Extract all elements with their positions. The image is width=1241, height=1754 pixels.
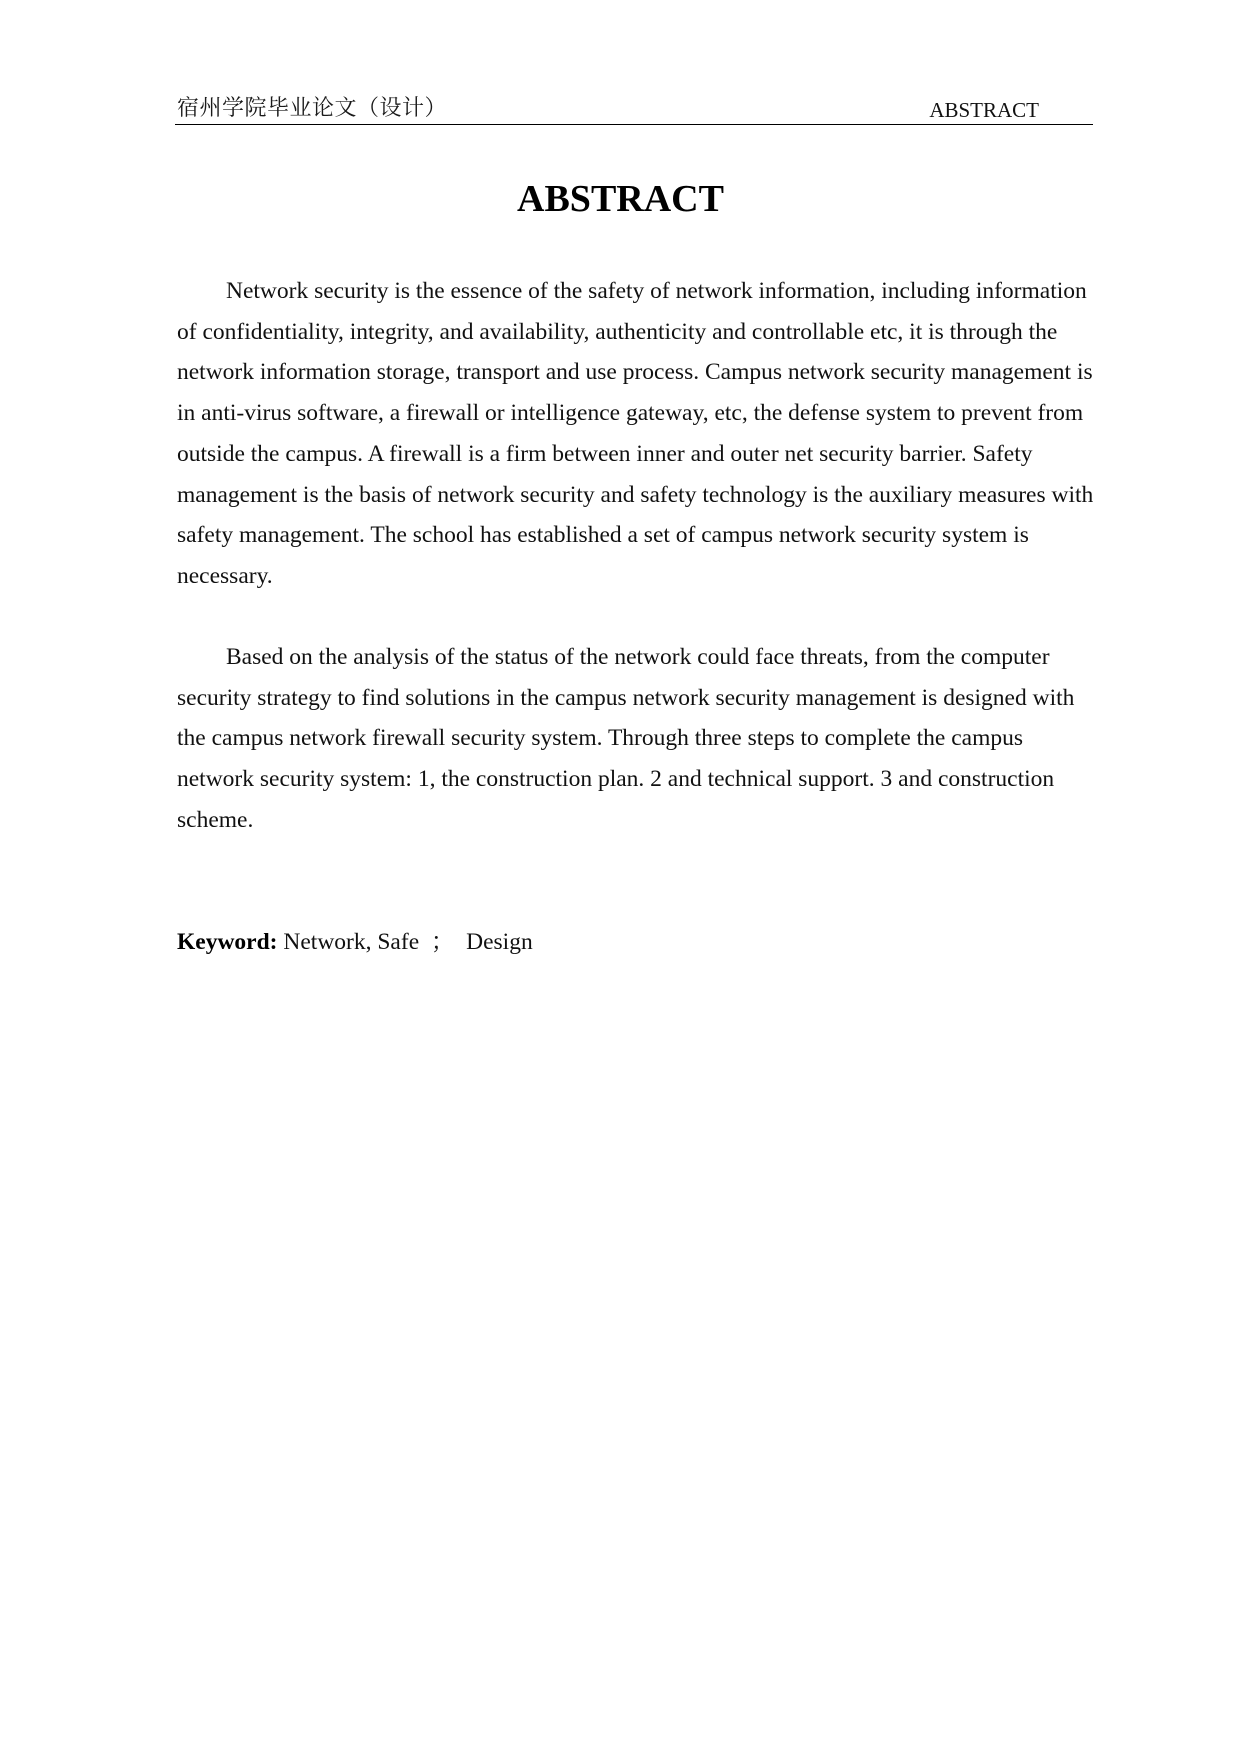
abstract-paragraph-1: Network security is the essence of the safety of network information, including information of confidentiality, integrity, and availability, authenticity and controllable etc, it is through the network information storage, transport and use process. Campus network security management is in anti-virus software, a firewall or intelligence gateway, etc, the defense system to prevent from outside the campus. A firewall is a firm between inner and outer net security barrier. Safety management is the basis of network security and safety technology is the auxiliary measures with safety management. The school has established a set of campus network security system is necessary. (177, 278, 1094, 589)
page-header (175, 94, 1093, 125)
keywords-value: Network, Safe ； Design (277, 929, 533, 955)
abstract-paragraph-2: Based on the analysis of the status of the network could face threats, from the computer security strategy to find solutions in the campus network security management is designed with the campus network firewall security system. Through three steps to complete the campus network security system: 1, the construction plan. 2 and technical support. 3 and construction scheme. (177, 644, 1075, 833)
header-thesis-label: 宿州学院毕业论文（设计） (177, 95, 448, 120)
header-section-label: ABSTRACT (929, 98, 1039, 122)
keywords-line (177, 922, 533, 962)
page-title: ABSTRACT (517, 178, 724, 220)
keywords-label: Keyword: (177, 929, 278, 955)
